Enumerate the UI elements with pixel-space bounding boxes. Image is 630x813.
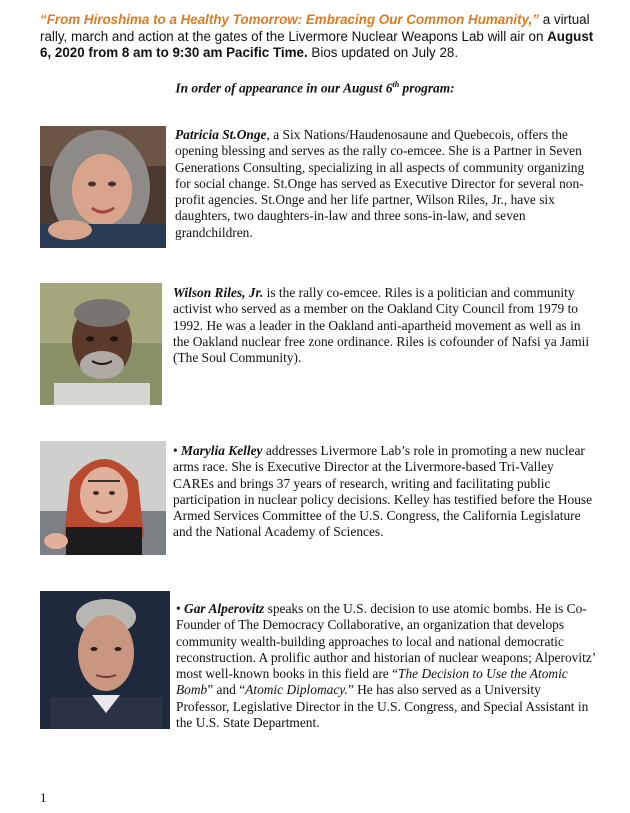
bio-text: , a Six Nations/Haudenosaune and Quebecois, offers the opening blessing and serves as the rally co-emcee. She is a Partner in Seven Generations Consulting, specializing in all aspects of community organizing for social change. St.Onge has served as Executive Director for several non-profit agencies. St.Onge and her life partner, Wilson Riles, Jr., have six daughters, two daughters-in-law and three sons-in-law, and seven grandchildren. (175, 127, 585, 240)
page-number: 1 (40, 790, 47, 805)
event-title: “From Hiroshima to a Healthy Tomorrow: Embracing Our Common Humanity,” (40, 12, 539, 27)
bio-text: speaks on the U.S. decision to use atomic bombs. He is Co-Founder of The Democracy Collaborative, an organization that develops community wealth-building approaches to local and national democratic reconstruction. A prolific author and historian of nuclear weapons; Alperovitz’ most well-known books in this field are “ (176, 601, 596, 682)
bios-updated-note: Bios updated on July 28. (307, 45, 459, 60)
intro-paragraph (40, 12, 606, 62)
bio-name: Wilson Riles, Jr. (173, 285, 264, 300)
program-subheading: In order of appearance in our August 6th program: (175, 80, 455, 96)
bio-wilson-riles-jr (173, 285, 593, 366)
bio-name: Gar Alperovitz (184, 601, 265, 616)
book-title: The Decision to Use the Atomic Bomb (176, 666, 568, 698)
bio-text: is the rally co-emcee. Riles is a politician and community activist who served as a member on the Oakland City Council from 1979 to 1992. He was a leader in the Oakland anti-apartheid movement as well as in the Oakland nuclear free zone ordinance. Riles is cofounder of Nafsi ya Jamii (The Soul Community). (173, 285, 590, 366)
bio-patricia-st-onge (175, 127, 595, 241)
bio-text: addresses Livermore Lab’s role in promoting a new nuclear arms race. She is Executive Director at the Livermore-based Tri-Valley CAREs and brings 37 years of research, writing and facilitating public participation in nuclear policy decisions. Kelley has testified before the House Armed Services Committee of the U.S. Congress, the California Legislature and the National Academy of Sciences. (173, 443, 593, 540)
book-title: Atomic Diplomacy. (245, 682, 348, 698)
intro-text: a virtual rally, march and action at the gates of the Livermore Nuclear Weapons Lab will air on (40, 12, 590, 44)
photo-marylia-kelley (40, 441, 166, 555)
bio-gar-alperovitz: • Gar Alperovitz speaks on the U.S. decision to use atomic bombs. He is Co-Founder of The Democracy Collaborative, an organization that develops community wealth-building approaches to local and national democratic reconstruction. A prolific author and historian of nuclear weapons; Alperovitz’ most well-known books in this field are “The Decision to Use the Atomic Bomb” and “Atomic Diplomacy.” He has also served as a University Professor, Legislative Director in the U.S. Congress, and Special Assistant in the U.S. State Department. (176, 601, 596, 731)
bio-name: Marylia Kelley (181, 443, 263, 458)
photo-wilson-riles-jr (40, 283, 162, 405)
event-date: August 6, 2020 from 8 am to 9:30 am Pacific Time. (40, 28, 594, 60)
photo-gar-alperovitz (40, 591, 170, 729)
bio-marylia-kelley: • Marylia Kelley addresses Livermore Lab’s role in promoting a new nuclear arms race. She is Executive Director at the Livermore-based Tri-Valley CAREs and brings 37 years of research, writing and facilitating public participation in nuclear policy decisions. Kelley has testified before the House Armed Services Committee of the U.S. Congress, the California Legislature and the National Academy of Sciences. (173, 443, 593, 540)
photo-patricia-st-onge (40, 126, 166, 248)
bio-name: Patricia St.Onge (175, 127, 267, 142)
